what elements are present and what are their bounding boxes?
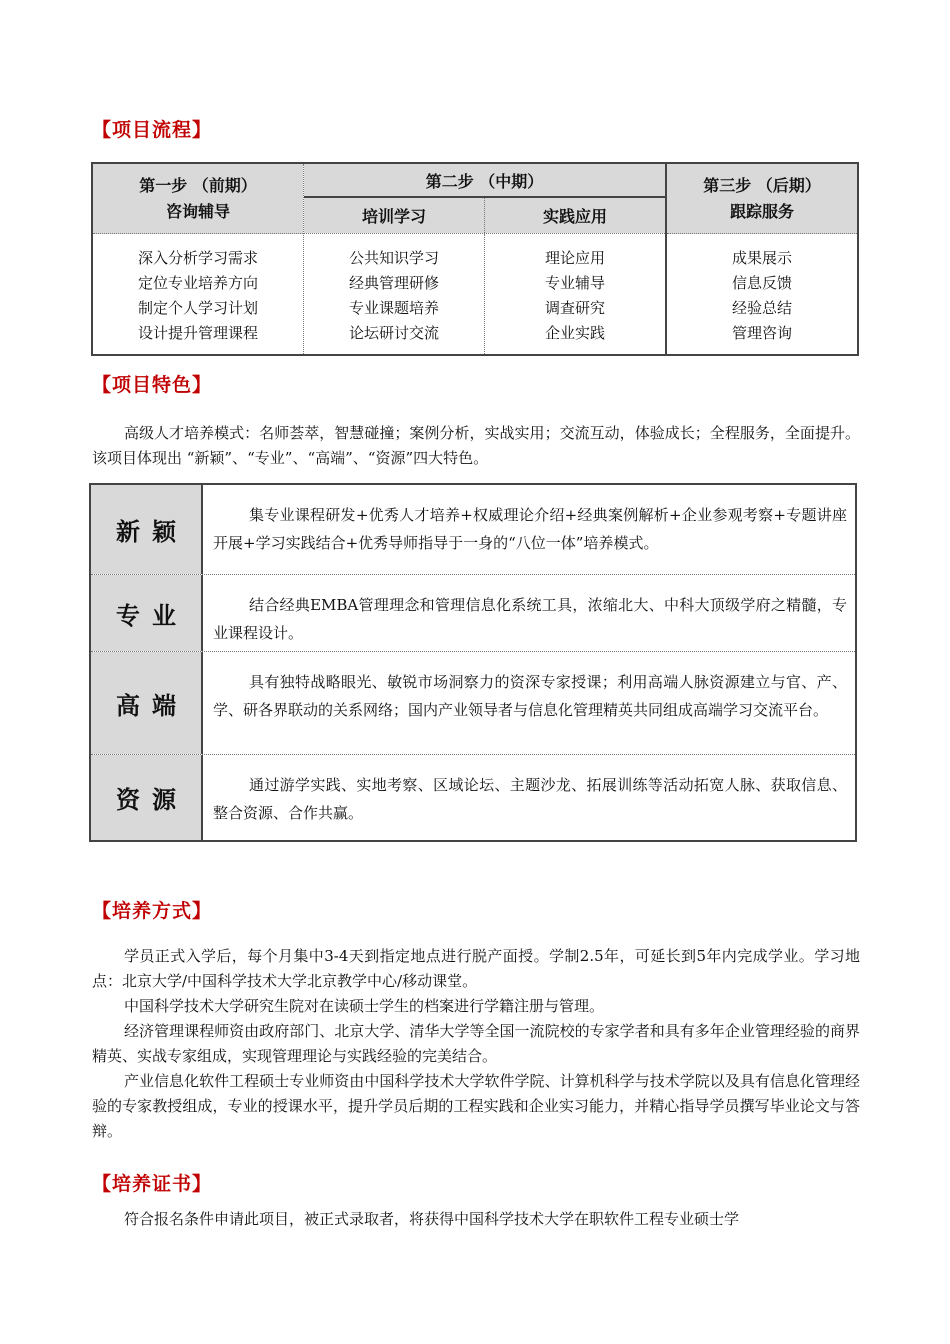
methods-paragraph: 产业信息化软件工程硕士专业师资由中国科学技术大学软件学院、计算机科学与技术学院以及具有信息化管理经验的专家教授组成，专业的授课水平，提升学员后期的工程实践和企业实习能力，并精心指导学员撰写毕业论文与答辩。 xyxy=(92,1072,860,1140)
feature-name: 专业 xyxy=(91,575,203,651)
table-row xyxy=(91,575,855,652)
step2-sub-a-title: 培训学习 xyxy=(304,198,485,233)
section-heading-features: 【项目特色】 xyxy=(92,374,213,396)
feature-desc: 通过游学实践、实地考察、区域论坛、主题沙龙、拓展训练等活动拓宽人脉、获取信息、整合资源、合作共赢。 xyxy=(213,776,847,822)
methods-paragraph: 中国科学技术大学研究生院对在读硕士学生的档案进行学籍注册与管理。 xyxy=(124,997,605,1015)
step1-title: 第一步 （前期） xyxy=(139,175,257,195)
table-row xyxy=(91,755,855,840)
step2-header xyxy=(304,164,665,234)
feature-name: 新颖 xyxy=(91,485,203,574)
list-item: 公共知识学习 xyxy=(348,249,439,267)
section-heading-certificate: 【培养证书】 xyxy=(92,1173,213,1195)
list-item: 企业实践 xyxy=(544,324,605,342)
table-row xyxy=(91,652,855,755)
list-item: 经验总结 xyxy=(731,299,792,317)
list-item: 专业辅导 xyxy=(544,274,605,292)
methods-paragraph: 经济管理课程师资由政府部门、北京大学、清华大学等全国一流院校的专家学者和具有多年企业管理经验的商界精英、实战专家组成，实现管理理论与实践经验的完美结合。 xyxy=(92,1022,860,1065)
step1-header xyxy=(93,164,303,234)
process-table xyxy=(91,162,859,356)
list-item: 制定个人学习计划 xyxy=(137,299,258,317)
list-item: 成果展示 xyxy=(731,249,792,267)
list-item: 设计提升管理课程 xyxy=(137,324,258,342)
list-item: 深入分析学习需求 xyxy=(137,249,258,267)
list-item: 专业课题培养 xyxy=(348,299,439,317)
list-item: 管理咨询 xyxy=(731,324,792,342)
list-item: 论坛研讨交流 xyxy=(348,324,439,342)
step3-column xyxy=(667,164,857,354)
step2-column xyxy=(304,164,667,354)
step3-header xyxy=(667,164,857,234)
list-item: 信息反馈 xyxy=(731,274,792,292)
feature-name: 高端 xyxy=(91,652,203,754)
feature-name: 资源 xyxy=(91,755,203,840)
feature-desc: 集专业课程研发+优秀人才培养+权威理论介绍+经典案例解析+企业参观考察+专题讲座开展+学习实践结合+优秀导师指导于一身的“八位一体”培养模式。 xyxy=(213,506,847,552)
features-intro: 高级人才培养模式：名师荟萃，智慧碰撞；案例分析，实战实用；交流互动，体验成长；全程服务，全面提升。该项目体现出 “新颖”、“专业”、“高端”、“资源”四大特色。 xyxy=(92,424,860,467)
step3-items xyxy=(667,234,857,346)
list-item: 经典管理研修 xyxy=(348,274,439,292)
step3-subtitle: 跟踪服务 xyxy=(729,201,794,221)
step1-items xyxy=(93,234,303,346)
table-row xyxy=(91,485,855,575)
step1-subtitle: 咨询辅导 xyxy=(165,201,230,221)
section-heading-methods: 【培养方式】 xyxy=(92,900,213,922)
features-table xyxy=(89,483,857,842)
section-heading-process: 【项目流程】 xyxy=(92,119,213,141)
feature-desc: 结合经典EMBA管理理念和管理信息化系统工具，浓缩北大、中科大顶级学府之精髓，专业课程设计。 xyxy=(213,596,847,642)
list-item: 调查研究 xyxy=(544,299,605,317)
step2-sub-b-items xyxy=(485,234,665,354)
step3-title: 第三步 （后期） xyxy=(703,175,821,195)
step2-sub-a-items xyxy=(304,234,485,354)
feature-desc: 具有独特战略眼光、敏锐市场洞察力的资深专家授课；利用高端人脉资源建立与官、产、学、研各界联动的关系网络；国内产业领导者与信息化管理精英共同组成高端学习交流平台。 xyxy=(213,673,847,719)
list-item: 定位专业培养方向 xyxy=(137,274,258,292)
step1-column xyxy=(93,164,304,354)
list-item: 理论应用 xyxy=(544,249,605,267)
certificate-text: 符合报名条件申请此项目，被正式录取者，将获得中国科学技术大学在职软件工程专业硕士学 xyxy=(124,1210,740,1228)
step2-title: 第二步 （中期） xyxy=(304,164,665,198)
methods-paragraph: 学员正式入学后，每个月集中3-4天到指定地点进行脱产面授。学制2.5年，可延长到5年内完成学业。学习地点：北京大学/中国科学技术大学北京教学中心/移动课堂。 xyxy=(92,947,860,990)
step2-sub-b-title: 实践应用 xyxy=(542,207,607,226)
